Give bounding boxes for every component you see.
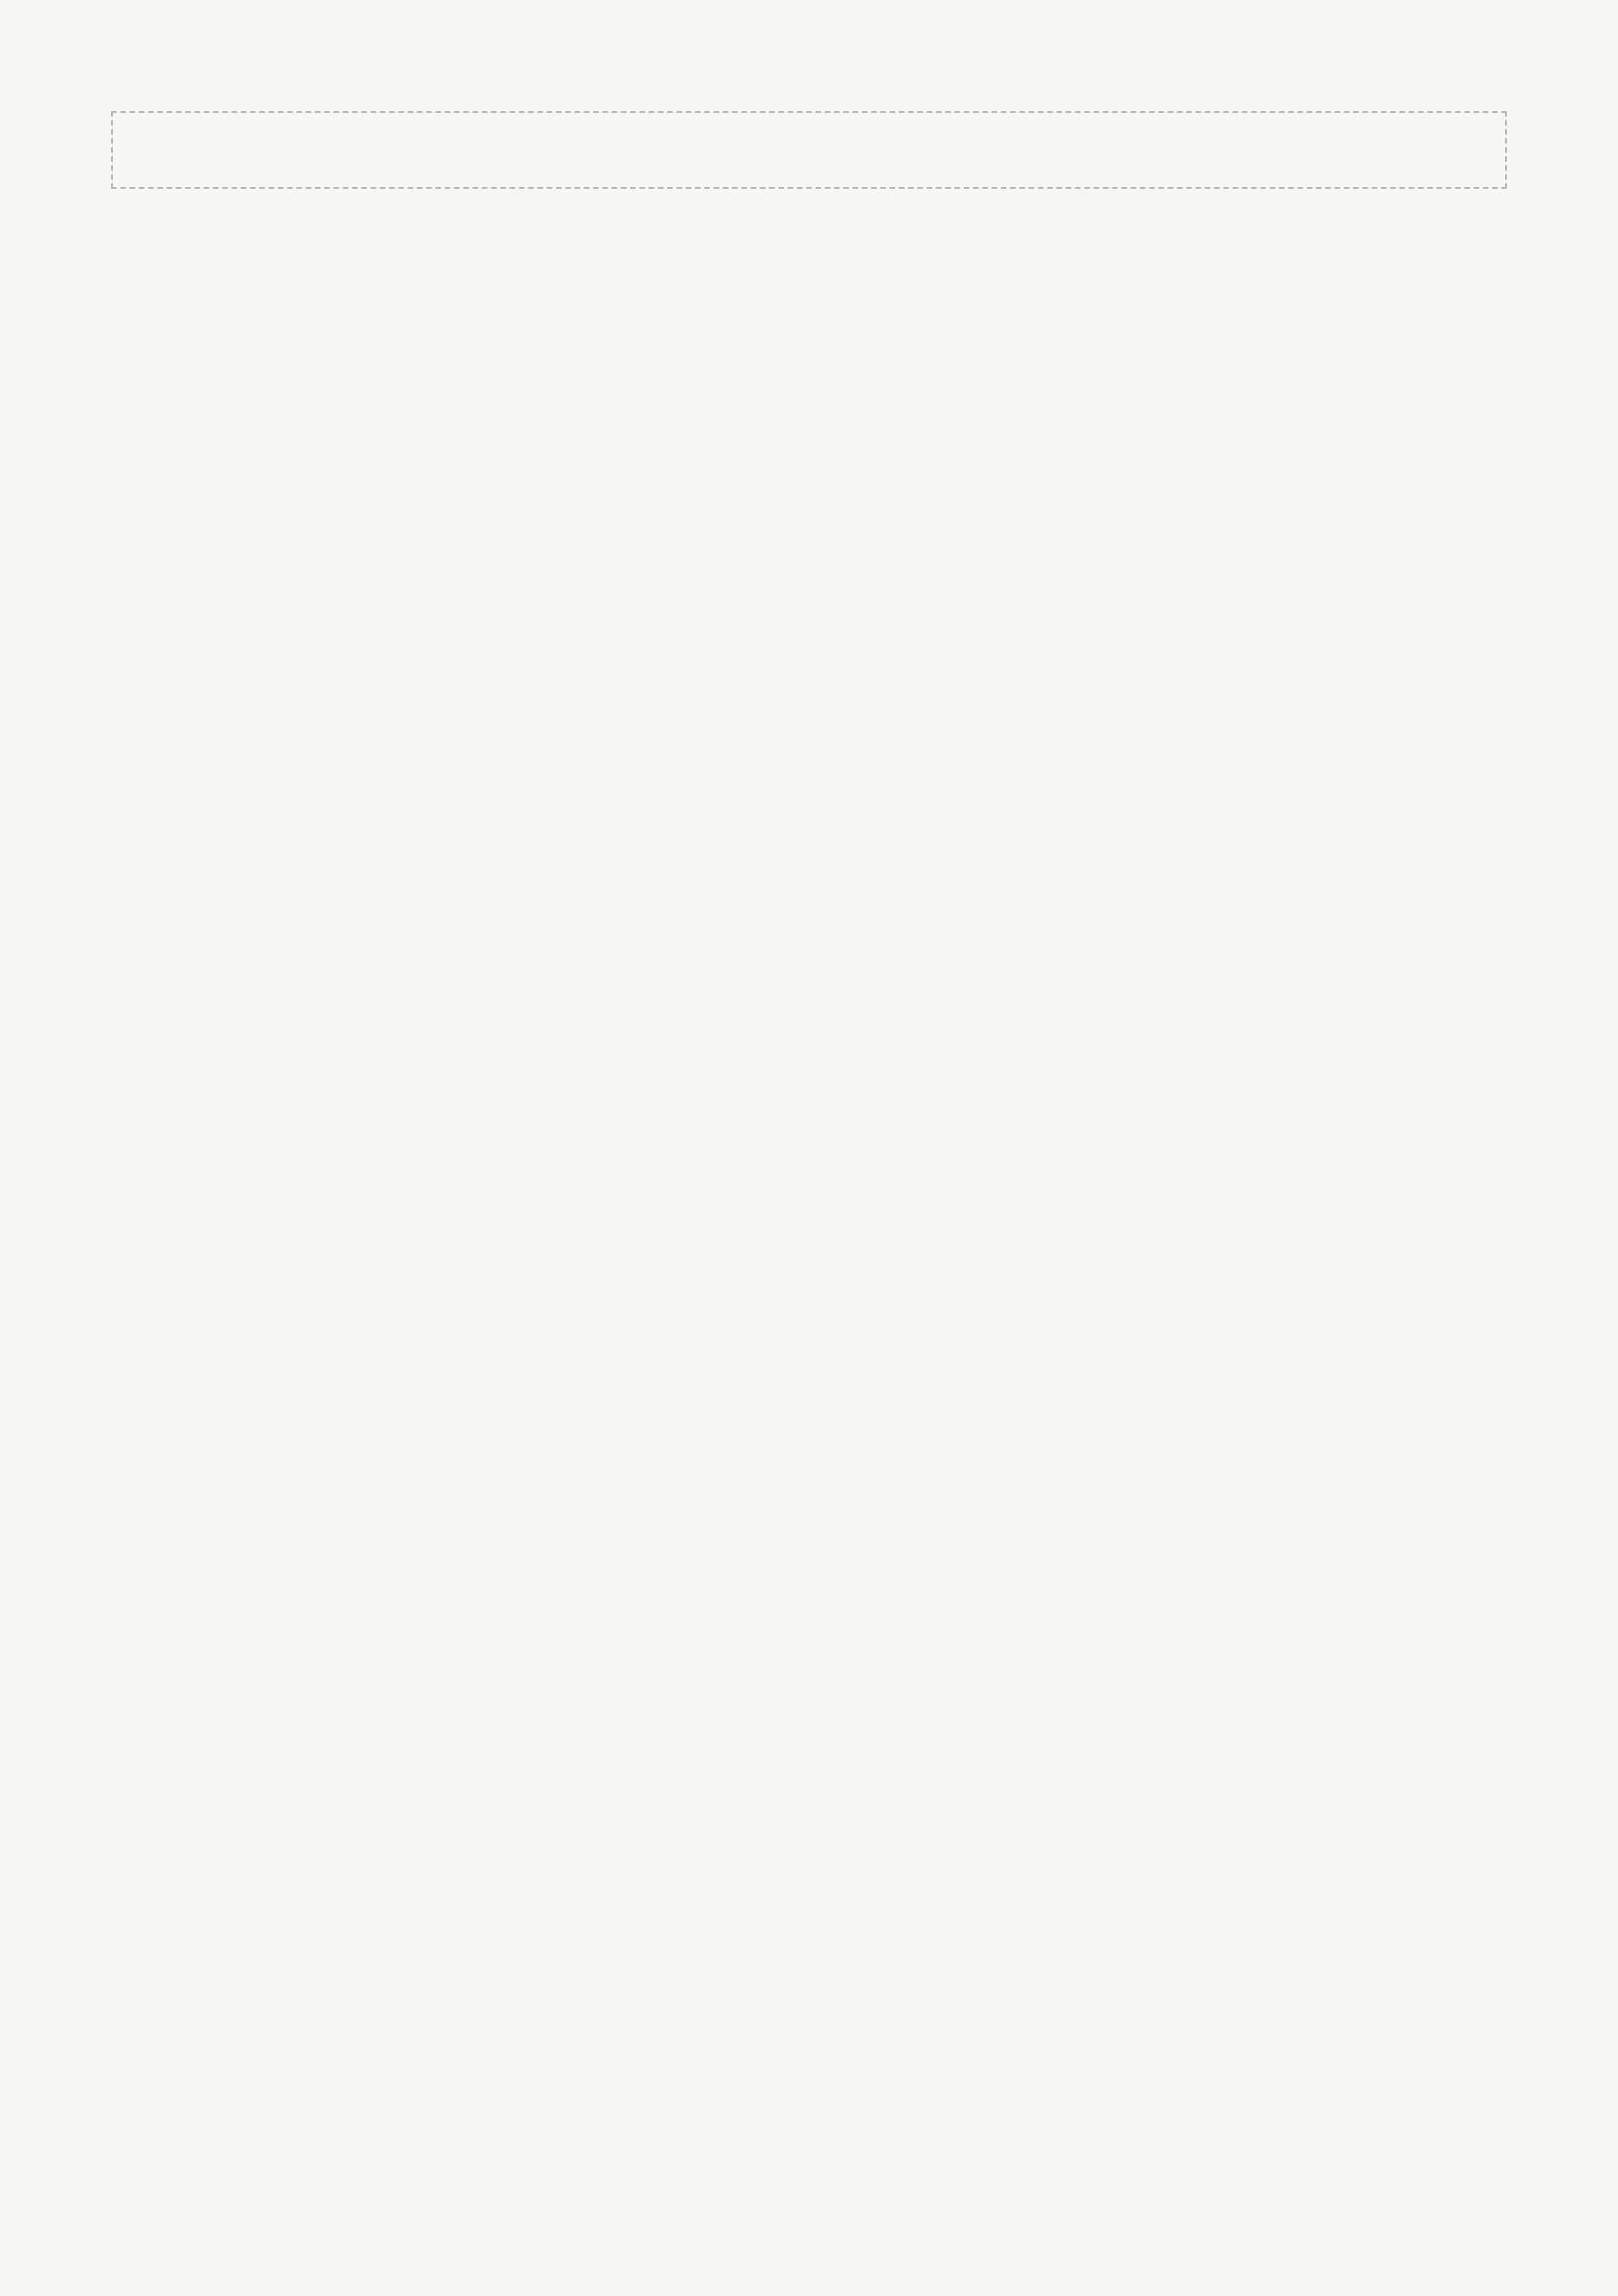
placeholder-notice [111, 111, 1507, 189]
